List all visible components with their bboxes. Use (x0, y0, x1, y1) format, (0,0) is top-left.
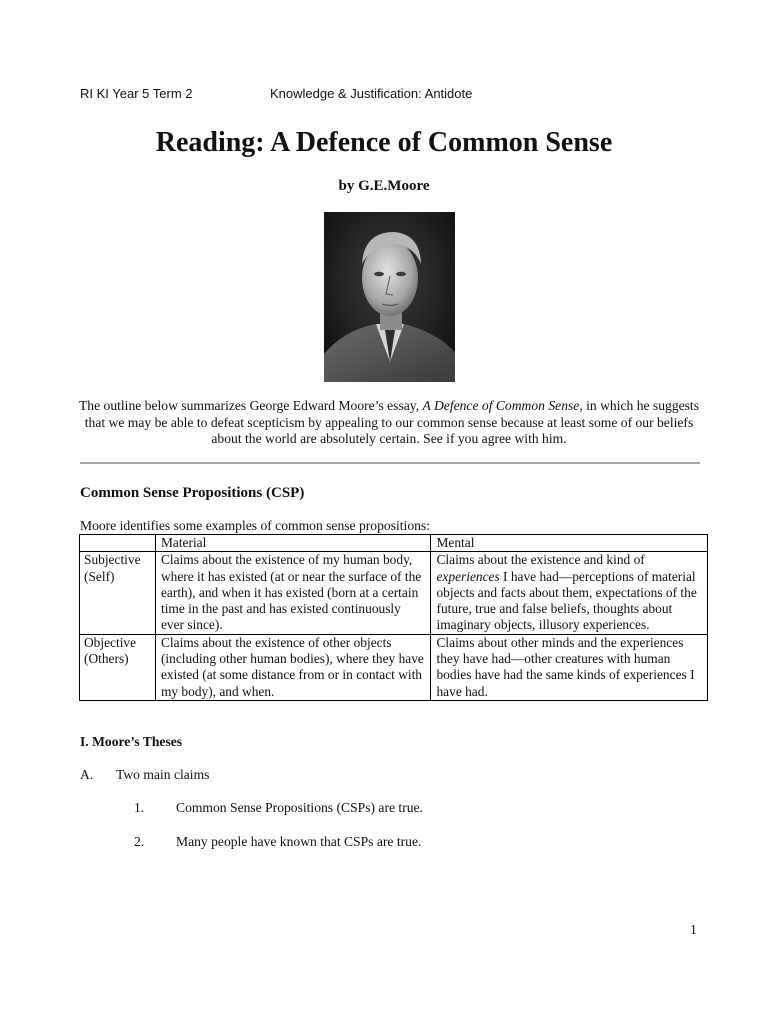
intro-text-end: , in which he suggests that we may be able to defeat scepticism by appealing to our common sense because at least some of our beliefs about the world are absolutely certain. See if you agree with him. (84, 398, 700, 446)
claim-marker-2: 2. (134, 834, 145, 849)
claim-text-2: Many people have known that CSPs are true. (176, 834, 422, 849)
byline: by G.E.Moore (338, 178, 430, 194)
experiences-italic: experiences (436, 568, 500, 584)
section-divider (80, 462, 700, 464)
theses-heading: I. Moore’s Theses (80, 734, 183, 749)
header-course: RI KI Year 5 Term 2 (80, 86, 193, 101)
cell-subjective-material: Claims about the existence of my human body, where it has existed (at or near the surface of the earth), and when it has existed (born at a certain time in the past and has existed continuously ever since). (155, 552, 431, 634)
header-topic: Knowledge & Justification: Antidote (270, 86, 473, 101)
essay-title-italic: A Defence of Common Sense (422, 398, 580, 413)
csp-lead-text: Moore identifies some examples of common sense propositions: (80, 518, 430, 533)
list-marker-a: A. (80, 767, 94, 782)
claim-marker-1: 1. (134, 800, 145, 815)
csp-table (79, 534, 708, 701)
page-title: Reading: A Defence of Common Sense (155, 127, 613, 158)
intro-text-start: The outline below summarizes George Edward Moore’s essay, (78, 398, 423, 413)
cell-text-end: I have had—perceptions of material objects and facts about them, expectations of the future, true and false beliefs, thoughts about imaginary objects, illusory experiences. (436, 568, 697, 633)
cell-subjective-mental (431, 552, 708, 634)
row-header-objective: Objective (Others) (80, 634, 156, 700)
page-number: 1 (690, 922, 697, 937)
author-portrait (324, 212, 455, 382)
cell-text-start: Claims about the existence and kind of (436, 552, 645, 568)
cell-objective-material: Claims about the existence of other objects (including other human bodies), where they have existed (at some distance from or in contact with my body), and when. (155, 634, 431, 700)
column-header-material: Material (155, 535, 431, 552)
row-header-subjective: Subjective (Self) (80, 552, 156, 634)
column-header-mental: Mental (431, 535, 708, 552)
table-corner-cell (80, 535, 156, 552)
list-item-a: Two main claims (116, 767, 210, 782)
claim-text-1: Common Sense Propositions (CSPs) are true. (176, 800, 423, 815)
cell-objective-mental: Claims about other minds and the experiences they have had—other creatures with human bodies have had the same kinds of experiences I have had. (431, 634, 708, 700)
table-row (80, 634, 708, 700)
table-row (80, 552, 708, 634)
csp-heading: Common Sense Propositions (CSP) (80, 485, 305, 501)
table-header-row (80, 535, 708, 552)
intro-paragraph (70, 398, 708, 448)
